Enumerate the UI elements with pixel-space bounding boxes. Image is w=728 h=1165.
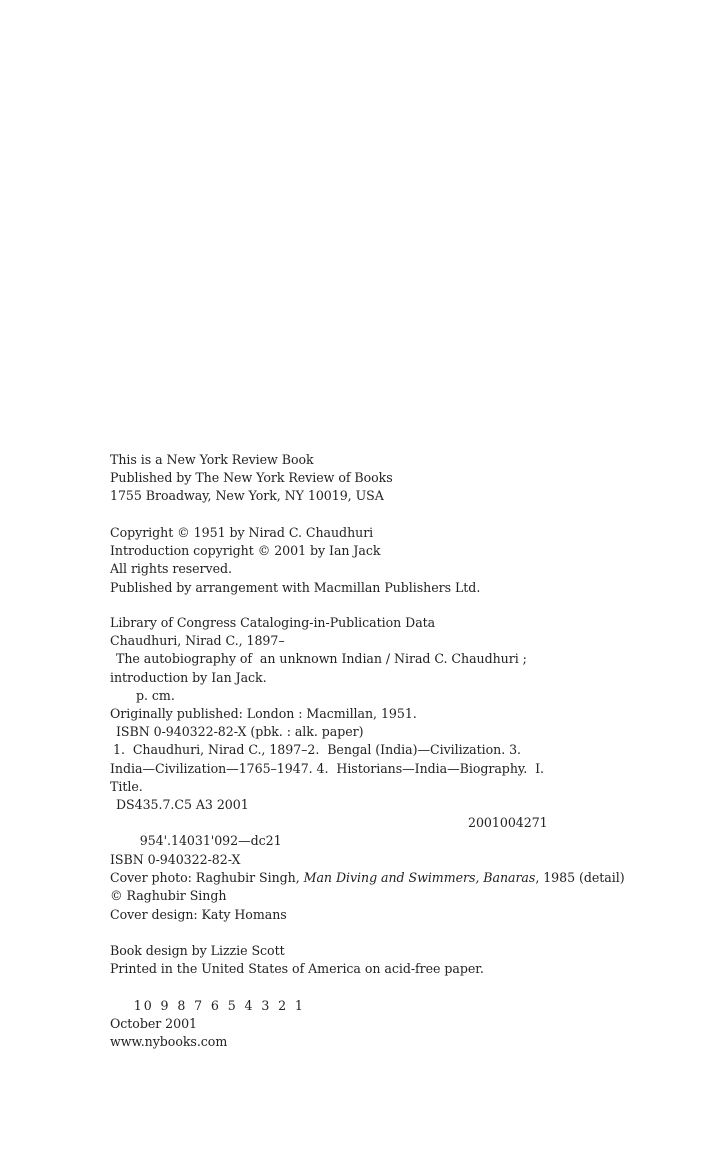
printing-number: 7	[194, 997, 203, 1013]
cip-subjects: 1. Chaudhuri, Nirad C., 1897–2. Bengal (India)—Civilization. 3.	[113, 742, 522, 758]
cover-photo-title: Man Diving and Swimmers, Banaras	[303, 870, 536, 886]
cover-photo-suffix: , 1985 (detail)	[535, 870, 625, 886]
printing-number: 0	[143, 997, 152, 1013]
cover-design: Cover design: Katy Homans	[110, 906, 287, 922]
cip-author: Chaudhuri, Nirad C., 1897–	[110, 633, 285, 649]
printed-line: Printed in the United States of America on acid-free paper.	[110, 961, 484, 977]
rights-line: All rights reserved.	[110, 561, 232, 577]
cip-original-publication: Originally published: London : Macmillan, 1951.	[110, 705, 417, 721]
publisher-line: Published by The New York Review of Books	[110, 470, 393, 486]
printing-number: 9	[160, 997, 169, 1013]
cip-dewey-classification: 954'.14031'092—dc21	[139, 833, 282, 849]
cip-intro: introduction by Ian Jack.	[110, 669, 267, 685]
publisher-line: This is a New York Review Book	[110, 452, 314, 467]
cip-title: The autobiography of an unknown Indian / Nirad C. Chaudhuri ;	[116, 651, 527, 667]
cip-heading: Library of Congress Cataloging-in-Publication Data	[110, 615, 436, 630]
printing-number: 4	[244, 997, 253, 1013]
printing-number: 6	[210, 997, 219, 1013]
cip-lc-classification: DS435.7.C5 A3 2001	[116, 796, 249, 812]
cip-subjects: India—Civilization—1765–1947. 4. Historians—India—Biography. I.	[110, 760, 545, 776]
printing-numbers	[110, 978, 670, 1013]
cover-photo-line	[110, 869, 670, 887]
printing-number: 5	[227, 997, 236, 1013]
isbn-line: ISBN 0-940322-82-X	[110, 852, 241, 867]
website-link[interactable]: www.nybooks.com	[110, 1034, 228, 1050]
cip-lccn: 2001004271	[468, 815, 548, 831]
cip-pages: p. cm.	[136, 687, 175, 703]
printing-number: 1	[294, 997, 303, 1013]
cip-subjects: Title.	[110, 778, 143, 794]
publisher-address: 1755 Broadway, New York, NY 10019, USA	[110, 488, 384, 504]
cip-isbn: ISBN 0-940322-82-X (pbk. : alk. paper)	[116, 724, 364, 740]
copyright-line: Introduction copyright © 2001 by Ian Jack	[110, 543, 381, 559]
printing-number: 8	[177, 997, 186, 1013]
photo-credit: © Raghubir Singh	[110, 888, 227, 904]
printing-number: 1	[133, 997, 142, 1013]
copyright-line: Copyright © 1951 by Nirad C. Chaudhuri	[110, 525, 374, 540]
book-design: Book design by Lizzie Scott	[110, 943, 285, 958]
printing-number: 2	[278, 997, 287, 1013]
design-block	[110, 942, 670, 1013]
arrangement-line: Published by arrangement with Macmillan Publishers Ltd.	[110, 579, 481, 595]
publisher-block	[110, 451, 670, 506]
cover-photo-prefix: Cover photo: Raghubir Singh,	[110, 870, 304, 886]
printing-number: 3	[261, 997, 270, 1013]
cip-block	[110, 614, 670, 849]
copyright-block	[110, 524, 670, 597]
cip-dewey-row	[110, 814, 670, 849]
isbn-cover-block	[110, 851, 670, 924]
footer-block	[110, 1015, 670, 1051]
publication-date: October 2001	[110, 1016, 198, 1031]
